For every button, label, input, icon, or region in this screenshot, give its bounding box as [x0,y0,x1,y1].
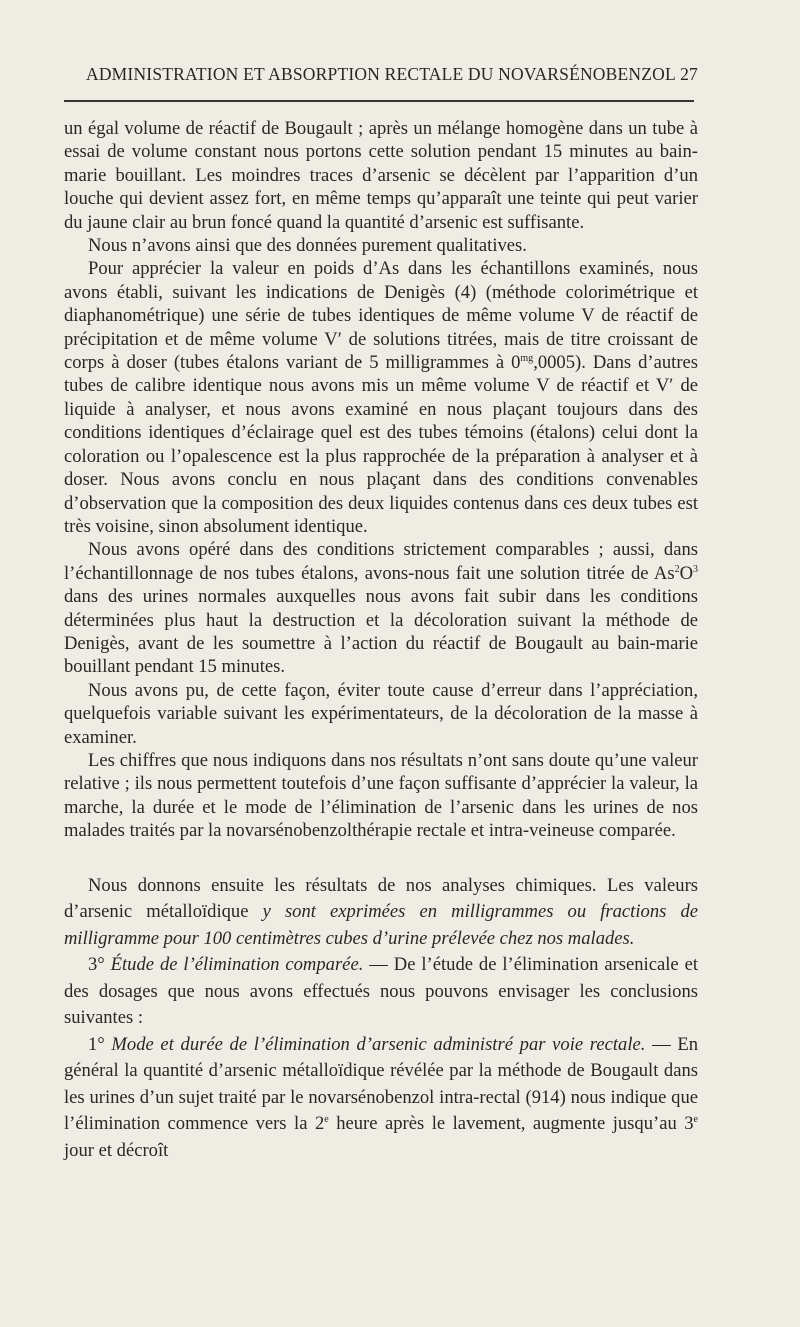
header-rule [64,100,694,102]
section-3-heading: 3° Étude de l’élimination comparée. — De l’étude de l’élimination arsenicale et des dosages que nous avons effectués nous pouvons envisager les conclusions suivantes : [64,954,698,1029]
paragraph-6: Les chiffres que nous indiquons dans nos résultats n’ont sans doute qu’une valeur relative ; ils nous permettent toutefois d’une façon suffisante d’apprécier la valeur, la marche, la durée et le mode de l’élimination de l’arsenic dans les urines de nos malades traités par la novarsénobenzolthérapie rectale et intra-veineuse comparée. [64,749,698,842]
paragraph-4: Nous avons opéré dans des conditions strictement comparables ; aussi, dans l’échantillonnage de nos tubes étalons, avons-nous fait une solution titrée de $As^2O^3$ dans des urines normales auxquelles nous avons fait subir dans les conditions déterminées plus haut la destruction et la décoloration suivant la méthode de Denigès, avant de les soumettre à l’action du réactif de Bougault au bain-marie bouillant pendant 15 minutes. [64,539,698,678]
paragraph-1: un égal volume de réactif de Bougault ; après un mélange homogène dans un tube à essai de volume constant nous portons cette solution pendant 15 minutes au bain-marie bouillant. Les moindres traces d’arsenic se décèlent par l’apparition d’un louche qui devient assez fort, en même temps qu’apparaît une teinte qui peut varier du jaune clair au brun foncé quand la quantité d’arsenic est suffisante. [64,118,698,233]
paragraph-7: Nous donnons ensuite les résultats de nos analyses chimiques. Les valeurs d’arsenic métalloïdique y sont exprimées en milligrammes ou fractions de milligramme pour 100 centimètres cubes d’urine prélevée chez nos malades. [64,874,698,949]
unit-superscript: mg [520,352,534,364]
paragraph-3: Pour apprécier la valeur en poids d’As dans les échantillons examinés, nous avons établi, suivant les indications de Denigès (4) (méthode colorimétrique et diaphanométrique) une série de tubes identiques de même volume V de réactif de précipitation et de même volume V′ de solutions titrées, mais de titre croissant de corps à doser (tubes étalons variant de 5 milligrammes à $0^{mg},0005$). Dans d’autres tubes de calibre identique nous avons mis un même volume V de réactif et V′ de liquide à analyser, et nous avons examiné en nous plaçant toujours dans des conditions identiques d’éclairage quel est des tubes témoins (étalons) celui dont la coloration ou l’opalescence est la plus rapprochée de la préparation à analyser et à doser. Nous avons conclu en nous plaçant dans des conditions convenables d’observation que la composition des deux liquides contenus dans ces deux tubes est très voisine, sinon absolument identique. [64,258,698,537]
running-title: ADMINISTRATION ET ABSORPTION RECTALE DU NOVARSÉNOBENZOL [86,64,676,84]
body-text [64,117,698,1164]
running-header [86,64,698,85]
italic-units-note: y sont exprimées en milligrammes ou fractions de milligramme pour 100 centimètres cubes d’urine prélevée chez nos malades. [64,901,698,949]
page-number: 27 [680,64,698,84]
subsection-1-heading: 1° Mode et durée de l’élimination d’arsenic administré par voie rectale. — En général la quantité d’arsenic métalloïdique révélée par la méthode de Bougault dans les urines d’un sujet traité par le novarsénobenzol intra-rectal (914) nous indique que l’élimination commence vers la 2e heure après le lavement, augmente jusqu’au 3e jour et décroît [64,1033,698,1161]
paragraph-5: Nous avons pu, de cette façon, éviter toute cause d’erreur dans l’appréciation, quelquefois variable suivant les expérimentateurs, de la décoloration de la masse à examiner. [64,679,698,748]
paragraph-2: Nous n’avons ainsi que des données purement qualitatives. [88,235,527,257]
